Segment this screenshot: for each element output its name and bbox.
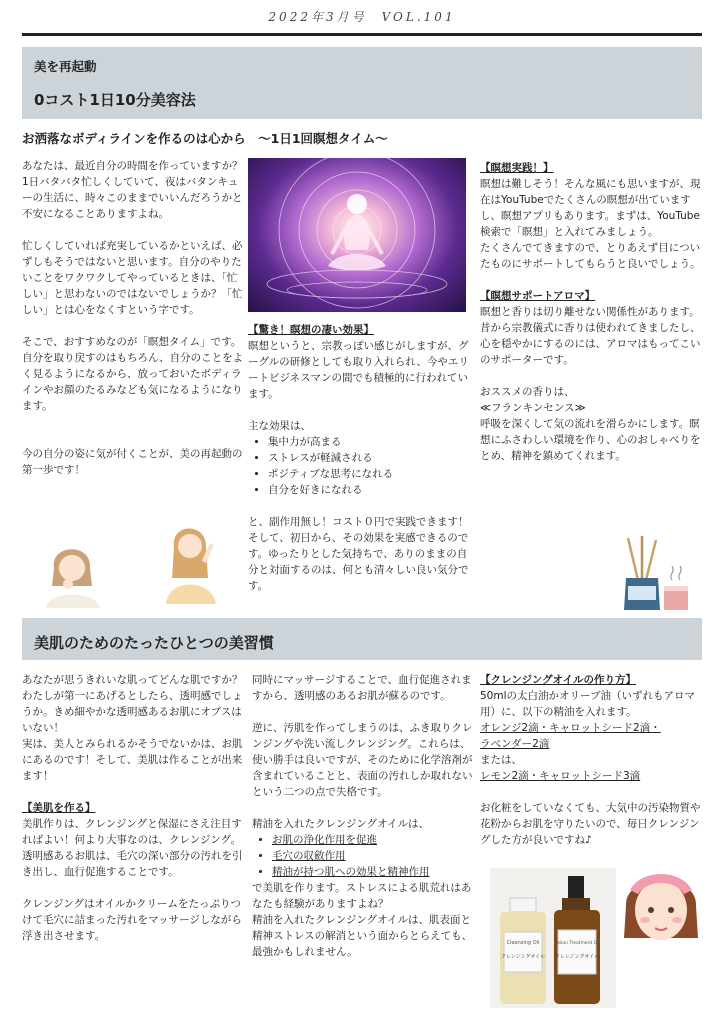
s2c1-para-3: 実は、美人とみられるかそうでないかは、お肌にあるのです！そして、美肌は作ることが出来ます！ bbox=[22, 738, 243, 782]
s1c1-para-3: そこで、おすすめなのが「瞑想タイム」です。自分を取り戻すのはもちろん、自分のことをよく見るようになるから、放っておいたボディラインやお顔のたるみなども気になるようになります。 bbox=[22, 336, 244, 412]
list-item: • お肌の浄化作用を促進 bbox=[272, 832, 474, 848]
s1c1-para-2: 忙しくしていれば充実しているかといえば、必ずしもそうではないと思います。自分のやりたいことをワクワクしてやっているときは、「忙しい」と思わないのではないでしょうか？「忙しい」とは心をなくすという字です。 bbox=[22, 240, 243, 316]
list-item: • 集中力が高まる bbox=[268, 434, 470, 450]
woman-thinking-icon bbox=[40, 538, 110, 608]
beauty-skin-heading: 【美肌を作る】 bbox=[22, 802, 96, 814]
recipe-1b: ラベンダー2滴 bbox=[480, 738, 550, 750]
s2c1-para-4: 美肌作りは、クレンジングと保湿にさえ注目すればよい！何より大事なのは、クレンジング。透明感あるお肌は、毛穴の深い部分の汚れを引き出し、血行促進することです。 bbox=[22, 818, 243, 878]
aroma-desc: 呼吸を深くして気の流れを滑らかにします。瞑想にふさわしい環境を作り、心のおしゃべりをとめ、精神を鎮めてくれます。 bbox=[480, 418, 701, 462]
recipe-2: レモン2滴・キャロットシード3滴 bbox=[480, 770, 641, 782]
bottle-1-label: Cleansing Oil bbox=[506, 940, 540, 946]
s2c2-para-4: 精油を入れたクレンジングオイルは、肌表面と精神ストレスの解消という面からとらえても、最強かもしれません。 bbox=[252, 914, 473, 958]
list-item: • 精油が持つ肌への効果と精神作用 bbox=[272, 864, 474, 880]
section1-headline: お洒落なボディラインを作るのは心から ～1日1回瞑想タイム～ bbox=[22, 131, 388, 146]
aroma-para-1: 瞑想と香りは切り離せない関係性があります。昔から宗教儀式に香りは使われてきましたし、心を穏やかにするのには、アロマはもってこいのサポーターです。 bbox=[480, 306, 701, 366]
aroma-heading: 【瞑想サポートアロマ】 bbox=[480, 290, 596, 302]
s2-column-1 bbox=[22, 672, 246, 944]
recipe-intro: 50mlの太白油かオリーブ油（いずれもアロマ用）に、以下の精油を入れます。 bbox=[480, 690, 695, 718]
top-rule bbox=[22, 33, 702, 36]
s2-column-3 bbox=[480, 672, 702, 848]
meditation-figure-icon bbox=[248, 158, 466, 312]
section1-subtitle: 美を再起動 bbox=[34, 59, 97, 74]
effects-list-intro: 主な効果は、 bbox=[248, 420, 311, 432]
effects-list bbox=[248, 434, 470, 498]
s1-column-2 bbox=[248, 322, 470, 594]
aroma-name: ≪フランキンセンス≫ bbox=[480, 402, 586, 414]
woman-touching-hair-illustration bbox=[160, 522, 220, 604]
woman-headband-illustration bbox=[620, 866, 702, 952]
cleansing-oil-bottles-photo bbox=[490, 868, 616, 1008]
list-item: • ストレスが軽減される bbox=[268, 450, 470, 466]
practice-para-1: 瞑想は難しそう！そんな風にも思いますが、現在はYouTubeでたくさんの瞑想が出ていますし、瞑想アプリもあります。まずは、YouTube検索で「瞑想」と入れてみましょう。 bbox=[480, 178, 701, 238]
oil-bottles-icon bbox=[490, 868, 616, 1008]
list-item: • 自分を好きになれる bbox=[268, 482, 470, 498]
section2-title: 美肌のためのたったひとつの美習慣 bbox=[34, 634, 274, 652]
meditation-image bbox=[248, 158, 466, 312]
s2c1-para-2: わたしが第一にあげるとしたら、透明感でしょうか。きめ細やかな透明感あるお肌にオブスはいない！ bbox=[22, 690, 243, 734]
practice-heading: 【瞑想実践！】 bbox=[480, 162, 554, 174]
diffuser-illustration bbox=[616, 534, 692, 612]
aroma-recommend: おススメの香りは、 bbox=[480, 386, 575, 398]
s1-column-1 bbox=[22, 158, 244, 478]
recipe-heading: 【クレンジングオイルの作り方】 bbox=[480, 674, 636, 686]
reed-diffuser-icon bbox=[616, 534, 692, 612]
s2c2-para-1: 同時にマッサージすることで、血行促進されますから、透明感のあるお肌が蘇るのです。 bbox=[252, 674, 472, 702]
oil-benefits-list bbox=[252, 832, 474, 880]
woman-skincare-icon bbox=[620, 866, 702, 952]
effects-intro: 瞑想というと、宗教っぽい感じがしますが、グーグルの研修としても取り入れられ、今やエリートビジネスマンの間でも積極的に行われています。 bbox=[248, 340, 469, 400]
s2c1-para-5: クレンジングはオイルかクリームをたっぷりつけて毛穴に詰まった汚れをマッサージしながら浮き出させます。 bbox=[22, 898, 242, 942]
s1c1-para-1: あなたは、最近自分の時間を作っていますか？1日バタバタ忙しくしていて、夜はバタンキューの生活に、時々このままでいいんだろうかと不安になることありますよね。 bbox=[22, 160, 243, 220]
list-item: • ポジティブな思考になれる bbox=[268, 466, 470, 482]
recipe-1a: オレンジ2滴・キャロットシード2滴・ bbox=[480, 722, 661, 734]
section1-title: 0コスト1日10分美容法 bbox=[34, 91, 196, 109]
s1c1-para-4: 今の自分の姿に気が付くことが、美の再起動の第一歩です！ bbox=[22, 448, 243, 476]
list-item: • 毛穴の収斂作用 bbox=[272, 848, 474, 864]
bottle-1-jp-label: クレンジングオイル bbox=[500, 954, 546, 960]
woman-thinking-illustration bbox=[40, 538, 110, 608]
bottle-2-jp-label: クレンジングオイル bbox=[554, 954, 600, 960]
effects-outro: と、副作用無し！コスト０円で実践できます！そして、初日から、その効果を実感できるのです。ゆったりとした気持ちで、ありのままの自分と対面するのは、何とも清々しい良い気分です。 bbox=[248, 516, 469, 592]
s2-column-2 bbox=[252, 672, 474, 960]
recipe-note: お化粧をしていなくても、大気中の汚染物質や花粉からお肌を守りたいので、毎日クレンジングした方が良いですね♪ bbox=[480, 802, 701, 846]
s2c1-para-1: あなたが思うきれいな肌ってどんな肌ですか？ bbox=[22, 674, 243, 686]
recipe-or: または、 bbox=[480, 754, 522, 766]
bottle-2-label: Lotion Treatment Oil bbox=[554, 941, 600, 946]
issue-masthead: 2022年3月号 VOL.101 bbox=[268, 10, 456, 24]
woman-hair-icon bbox=[160, 522, 220, 604]
s2c2-para-2: 逆に、汚肌を作ってしまうのは、ふき取りクレンジングや洗い流しクレンジング。これらは、使い勝手は良いですが、そのために化学溶剤が含まれていることと、表面の汚れしか取れないという二つの点で失格です。 bbox=[252, 722, 473, 798]
s2c2-list-intro: 精油を入れたクレンジングオイルは、 bbox=[252, 818, 429, 830]
s2c2-para-3: で美肌を作ります。ストレスによる肌荒れはあなたも経験がありますよね？ bbox=[252, 882, 472, 910]
practice-para-2: たくさんでてきますので、とりあえず目についたものにサポートしてもらうと良いでしょう。 bbox=[480, 242, 701, 270]
effects-heading: 【驚き！瞑想の凄い効果】 bbox=[248, 324, 374, 336]
s1-column-3 bbox=[480, 160, 702, 464]
